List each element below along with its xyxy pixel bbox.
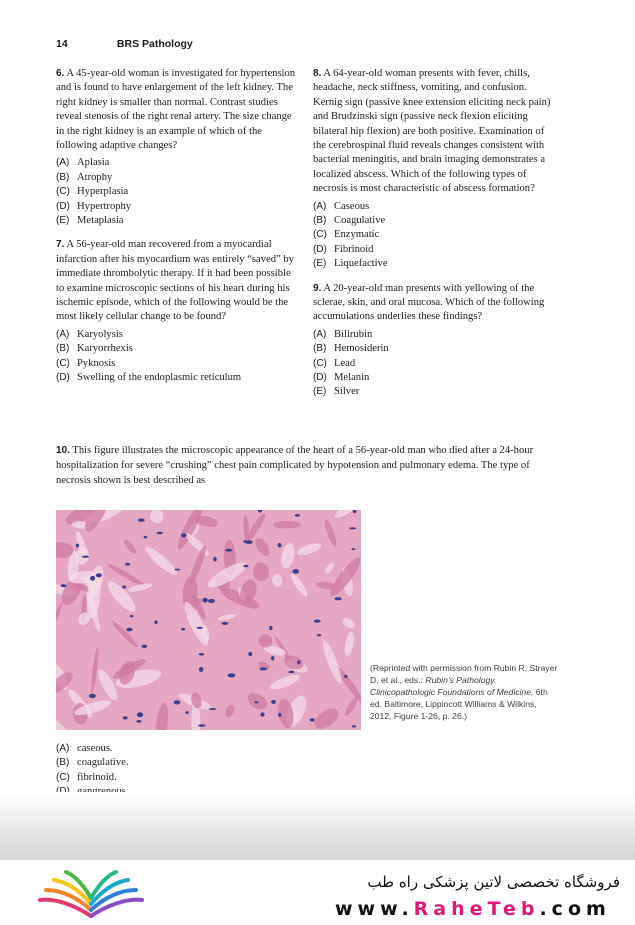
option-text: Swelling of the endoplasmic reticulum — [77, 372, 242, 383]
cell-nucleus — [288, 671, 294, 673]
option-text: Karyolysis — [77, 328, 123, 340]
answer-option[interactable] — [56, 156, 296, 170]
cell-nucleus — [198, 724, 206, 726]
cell-nucleus — [278, 713, 281, 717]
answer-option[interactable] — [313, 371, 553, 385]
answer-options — [313, 200, 553, 272]
cell-nucleus — [310, 718, 315, 722]
question-9 — [313, 282, 553, 400]
question-6 — [56, 67, 296, 228]
cell-nucleus — [352, 548, 356, 550]
answer-option[interactable] — [313, 328, 553, 342]
option-letter: (B) — [56, 343, 70, 355]
cell-nucleus — [137, 712, 143, 717]
option-letter: (C) — [56, 186, 70, 198]
question-number: 10. — [56, 445, 70, 456]
cell-nucleus — [96, 573, 102, 577]
cell-nucleus — [293, 569, 299, 574]
cell-nucleus — [76, 544, 79, 548]
cell-nucleus — [349, 527, 356, 529]
option-text: Hyperplasia — [77, 186, 129, 198]
option-letter: (B) — [56, 171, 70, 183]
option-letter: (C) — [56, 357, 70, 369]
cell-nucleus — [295, 514, 300, 517]
option-letter: (E) — [56, 215, 70, 226]
cell-nucleus — [174, 700, 181, 704]
question-text: A 20-year-old man presents with yellowing of the sclerae, skin, and oral mucosa. Which of the following accumulations underlies these findings? — [313, 282, 545, 323]
option-text: Pyknosis — [77, 357, 116, 369]
left-column — [56, 67, 296, 395]
cell-nucleus — [181, 533, 187, 537]
question-stem — [313, 282, 553, 325]
option-text: fibrinoid. — [77, 771, 117, 783]
cell-nucleus — [260, 667, 268, 670]
tissue-micrograph — [56, 510, 361, 730]
cell-nucleus — [142, 645, 148, 648]
cell-nucleus — [199, 667, 203, 672]
cell-nucleus — [130, 615, 133, 617]
option-text: Caseous — [334, 200, 370, 212]
cell-nucleus — [271, 656, 274, 661]
answer-option[interactable] — [313, 357, 553, 371]
question-stem — [56, 238, 296, 324]
answer-option[interactable] — [313, 385, 553, 399]
option-letter: (D) — [313, 372, 327, 383]
option-letter: (C) — [313, 229, 327, 241]
option-letter: (A) — [56, 157, 70, 169]
question-number: 7. — [56, 239, 65, 251]
cell-nucleus — [243, 540, 246, 543]
option-text: Bilirubin — [334, 328, 373, 340]
cell-nucleus — [297, 660, 300, 664]
option-text: Silver — [334, 386, 360, 398]
answer-option[interactable] — [313, 200, 553, 214]
question-stem — [56, 67, 296, 153]
answer-option[interactable] — [56, 200, 296, 214]
cell-nucleus — [208, 599, 215, 603]
answer-option[interactable] — [313, 214, 553, 228]
cell-nucleus — [261, 712, 265, 716]
option-letter: (B) — [56, 757, 70, 769]
option-letter: (B) — [313, 215, 327, 227]
store-url[interactable] — [335, 898, 625, 920]
option-letter: (D) — [56, 372, 70, 383]
option-text: Hypertrophy — [77, 200, 132, 212]
cell-nucleus — [225, 549, 232, 552]
answer-option[interactable] — [56, 185, 296, 199]
option-letter: (B) — [313, 343, 327, 355]
cell-nucleus — [202, 598, 207, 603]
cell-nucleus — [344, 675, 347, 678]
answer-option[interactable] — [56, 742, 296, 756]
option-letter: (A) — [56, 743, 70, 754]
cell-nucleus — [125, 563, 130, 566]
question-number: 9. — [313, 282, 322, 294]
question-stem — [313, 67, 553, 197]
option-text: Atrophy — [77, 171, 113, 183]
right-column — [313, 67, 553, 410]
cell-nucleus — [317, 634, 321, 636]
answer-option[interactable] — [313, 228, 553, 242]
option-letter: (E) — [313, 386, 327, 398]
answer-options — [313, 328, 553, 400]
cell-nucleus — [126, 628, 132, 632]
answer-option[interactable] — [56, 171, 296, 185]
book-title: BRS Pathology — [116, 38, 193, 50]
option-letter: (C) — [56, 771, 70, 783]
caption-citation: 6th ed. Baltimore, Lippincott Williams & Wilkins, 2012, Figure 1-26, p. 26.) — [370, 687, 548, 721]
question-10 — [56, 443, 556, 489]
cell-nucleus — [82, 556, 89, 558]
question-text: A 56-year-old man recovered from a myocardial infarction after his myocardium was entirely “saved” by immediate thrombolytic therapy. If it had been possible to examine microscopic sections of his heart during his ischemic episode, which of the following would be the most likely cellular change to be found? — [56, 239, 294, 323]
caption-book-title: Rubin’s Pathology. Clinicopathologic Foundations of Medicine, — [370, 675, 534, 697]
option-text: Aplasia — [77, 157, 110, 169]
option-letter: (D) — [56, 200, 70, 212]
option-text: caseous. — [77, 743, 113, 754]
tissue-fiber — [273, 521, 301, 528]
running-head — [56, 38, 586, 50]
cell-nucleus — [269, 626, 272, 630]
question-7 — [56, 238, 296, 385]
cell-nucleus — [213, 557, 217, 562]
answer-option[interactable] — [56, 371, 296, 385]
cell-nucleus — [144, 536, 148, 539]
micrograph-figure — [56, 510, 361, 730]
cell-nucleus — [122, 586, 126, 589]
question-text: A 64-year-old woman presents with fever, chills, headache, neck stiffness, vomiting, and confusion. Kernig sign (passive knee extension eliciting neck pain) and Brudzinski sign (passive neck flexion eliciting bilateral hip flexion) are both positive. Examination of the cerebrospinal fluid reveals changes consistent with bacterial meningitis, and brain imaging demonstrates a localized abscess. Which of the following types of necrosis is most characteristic of abscess formation? — [313, 68, 551, 195]
answer-options — [56, 328, 296, 386]
cell-nucleus — [222, 622, 229, 625]
answer-option[interactable] — [56, 756, 296, 770]
question-text: A 45-year-old woman is investigated for hypertension and is found to have enlargement of the left kidney. The right kidney is smaller than normal. Contrast studies reveal stenosis of the right renal artery. The size change in the right kidney is an example of which of the following adaptive changes? — [56, 68, 296, 152]
cell-nucleus — [243, 565, 248, 568]
option-text: Lead — [334, 357, 356, 369]
question-number: 8. — [313, 68, 322, 79]
cell-nucleus — [199, 653, 205, 656]
url-brand: RaheTeb — [413, 898, 540, 920]
store-name: فروشگاه تخصصی لاتین پزشکی راه طب — [367, 873, 620, 891]
answer-option[interactable] — [313, 342, 553, 356]
cell-nucleus — [255, 701, 259, 703]
option-text: Hemosiderin — [334, 343, 389, 355]
option-text: Fibrinoid — [334, 243, 374, 255]
option-letter: (E) — [313, 258, 327, 270]
cell-nucleus — [271, 700, 276, 704]
cell-nucleus — [228, 673, 236, 677]
url-prefix: www. — [335, 898, 414, 920]
question-text: This figure illustrates the microscopic appearance of the heart of a 56-year-old man who died after a 24-hour hospitalization for severe “crushing” chest pain complicated by hypotension and pulmonary edema. The type of necrosis shown is best described as — [56, 445, 534, 487]
question-number: 6. — [56, 68, 65, 79]
answer-option[interactable] — [313, 243, 553, 257]
option-text: Enzymatic — [334, 229, 380, 241]
cell-nucleus — [181, 628, 185, 630]
cell-nucleus — [197, 627, 203, 629]
footer-shade — [0, 792, 635, 860]
cell-nucleus — [157, 532, 163, 535]
option-text: coagulative. — [77, 757, 129, 769]
cell-nucleus — [209, 708, 217, 710]
cell-nucleus — [89, 694, 96, 698]
answer-option[interactable] — [56, 342, 296, 356]
url-suffix: .com — [539, 898, 611, 920]
cell-nucleus — [248, 652, 252, 656]
cell-nucleus — [154, 620, 157, 624]
cell-nucleus — [314, 620, 321, 623]
answer-option[interactable] — [56, 214, 296, 228]
cell-nucleus — [335, 597, 342, 600]
question-8 — [313, 67, 553, 272]
cell-nucleus — [90, 576, 95, 581]
cell-nucleus — [123, 716, 128, 719]
page-number: 14 — [56, 38, 68, 50]
option-letter: (A) — [56, 328, 70, 340]
answer-option[interactable] — [56, 328, 296, 342]
option-text: Melanin — [334, 372, 370, 383]
option-text: Liquefactive — [334, 258, 388, 270]
cell-nucleus — [185, 711, 189, 714]
caption-source: (Reprinted with permission from Rubin R, Strayer D, et al., eds.: — [370, 663, 558, 685]
answer-option[interactable] — [313, 257, 553, 271]
cell-nucleus — [138, 519, 145, 522]
figure-caption — [370, 662, 560, 722]
option-letter: (A) — [313, 200, 327, 212]
cell-nucleus — [352, 725, 356, 727]
option-text: Coagulative — [334, 215, 386, 227]
option-text: Karyorrhexis — [77, 343, 133, 355]
answer-option[interactable] — [56, 357, 296, 371]
open-book-logo-icon — [36, 866, 146, 922]
option-letter: (C) — [313, 357, 327, 369]
option-letter: (D) — [313, 243, 327, 255]
option-text: Metaplasia — [77, 215, 124, 226]
cell-nucleus — [278, 543, 282, 547]
answer-options — [56, 156, 296, 228]
cell-nucleus — [61, 584, 67, 587]
option-letter: (A) — [313, 328, 327, 340]
answer-option[interactable] — [56, 771, 296, 785]
cell-nucleus — [136, 720, 141, 723]
cell-nucleus — [174, 569, 180, 571]
